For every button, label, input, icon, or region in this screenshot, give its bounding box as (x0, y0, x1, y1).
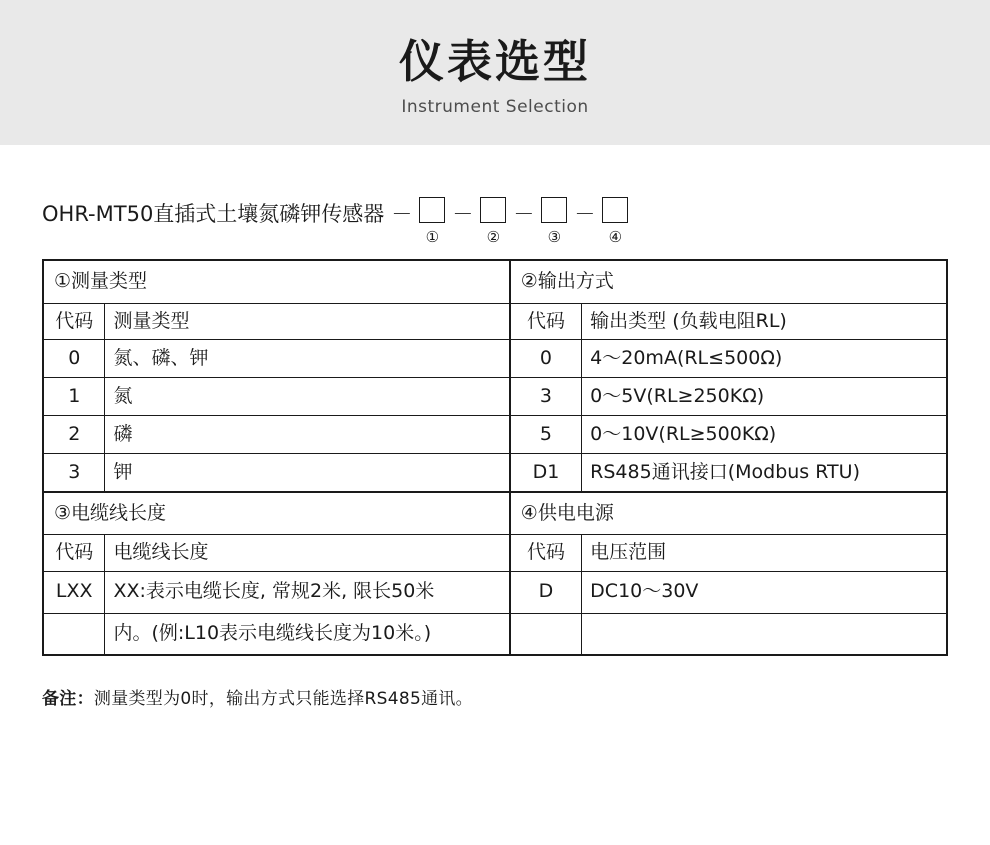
col-header-output-desc: 输出类型 (负载电阻RL) (582, 303, 947, 340)
model-slot-marker-4: ④ (608, 228, 623, 246)
cell-measure-desc-1: 氮 (105, 378, 510, 416)
cell-measure-code-3: 3 (43, 454, 105, 492)
section-heading-cable-length: ③电缆线长度 (43, 492, 510, 535)
col-header-cable-desc: 电缆线长度 (105, 535, 510, 572)
cell-power-code-0: D (510, 571, 582, 613)
cell-cable-desc-line1: XX:表示电缆长度, 常规2米, 限长50米 (105, 571, 510, 613)
model-slot-marker-3: ③ (547, 228, 562, 246)
model-slot-3[interactable] (539, 197, 569, 245)
section-heading-power-supply: ④供电电源 (510, 492, 947, 535)
cell-output-desc-2: 0～10V(RL≥500KΩ) (582, 416, 947, 454)
model-slot-box-1[interactable] (419, 197, 445, 223)
model-slot-box-3[interactable] (541, 197, 567, 223)
col-header-measure-desc: 测量类型 (105, 303, 510, 340)
cell-cable-desc-line2: 内。(例:L10表示电缆线长度为10米。) (105, 613, 510, 655)
cell-measure-desc-0: 氮、磷、钾 (105, 340, 510, 378)
footnote-text: 测量类型为0时，输出方式只能选择RS485通讯。 (93, 689, 473, 710)
table-row (43, 260, 947, 303)
table-row (43, 613, 947, 655)
cell-measure-code-2: 2 (43, 416, 105, 454)
model-slot-4[interactable] (600, 197, 630, 245)
cell-measure-code-0: 0 (43, 340, 105, 378)
col-header-measure-code: 代码 (43, 303, 105, 340)
cell-power-desc-0-cont (582, 613, 947, 655)
table-row (43, 416, 947, 454)
col-header-power-code: 代码 (510, 535, 582, 572)
cell-output-desc-3: RS485通讯接口(Modbus RTU) (582, 454, 947, 492)
content-area (0, 197, 990, 709)
col-header-output-code: 代码 (510, 303, 582, 340)
selection-table (42, 259, 948, 656)
model-dash-3: － (513, 202, 535, 226)
cell-output-code-2: 5 (510, 416, 582, 454)
model-slot-box-4[interactable] (602, 197, 628, 223)
table-row (43, 378, 947, 416)
page-subtitle: Instrument Selection (401, 97, 589, 118)
cell-output-code-3: D1 (510, 454, 582, 492)
model-slot-group (386, 197, 630, 245)
col-header-power-desc: 电压范围 (582, 535, 947, 572)
cell-measure-desc-2: 磷 (105, 416, 510, 454)
cell-output-desc-0: 4～20mA(RL≤500Ω) (582, 340, 947, 378)
table-row (43, 535, 947, 572)
footnote-label: 备注： (42, 689, 94, 710)
model-slot-marker-1: ① (425, 228, 440, 246)
section-heading-output-mode: ②输出方式 (510, 260, 947, 303)
model-dash-4: － (574, 202, 596, 226)
cell-measure-code-1: 1 (43, 378, 105, 416)
model-slot-1[interactable] (417, 197, 447, 245)
table-row (43, 492, 947, 535)
col-header-cable-code: 代码 (43, 535, 105, 572)
cell-cable-code-0: LXX (43, 571, 105, 613)
cell-power-code-0-cont (510, 613, 582, 655)
table-row (43, 454, 947, 492)
cell-output-code-1: 3 (510, 378, 582, 416)
cell-output-desc-1: 0～5V(RL≥250KΩ) (582, 378, 947, 416)
model-base-name: OHR-MT50直插式土壤氮磷钾传感器 (42, 202, 385, 226)
table-row (43, 571, 947, 613)
cell-power-desc-0: DC10～30V (582, 571, 947, 613)
model-slot-2[interactable] (478, 197, 508, 245)
cell-output-code-0: 0 (510, 340, 582, 378)
model-dash-1: － (391, 202, 413, 226)
page-title: 仪表选型 (398, 34, 591, 88)
table-row (43, 340, 947, 378)
table-row (43, 303, 947, 340)
footnote (42, 684, 948, 709)
model-code-line (42, 197, 948, 259)
section-heading-measure-type: ①测量类型 (43, 260, 510, 303)
model-slot-marker-2: ② (486, 228, 501, 246)
cell-cable-code-0-cont (43, 613, 105, 655)
page-header-banner (0, 0, 990, 145)
model-dash-2: － (452, 202, 474, 226)
cell-measure-desc-3: 钾 (105, 454, 510, 492)
model-slot-box-2[interactable] (480, 197, 506, 223)
